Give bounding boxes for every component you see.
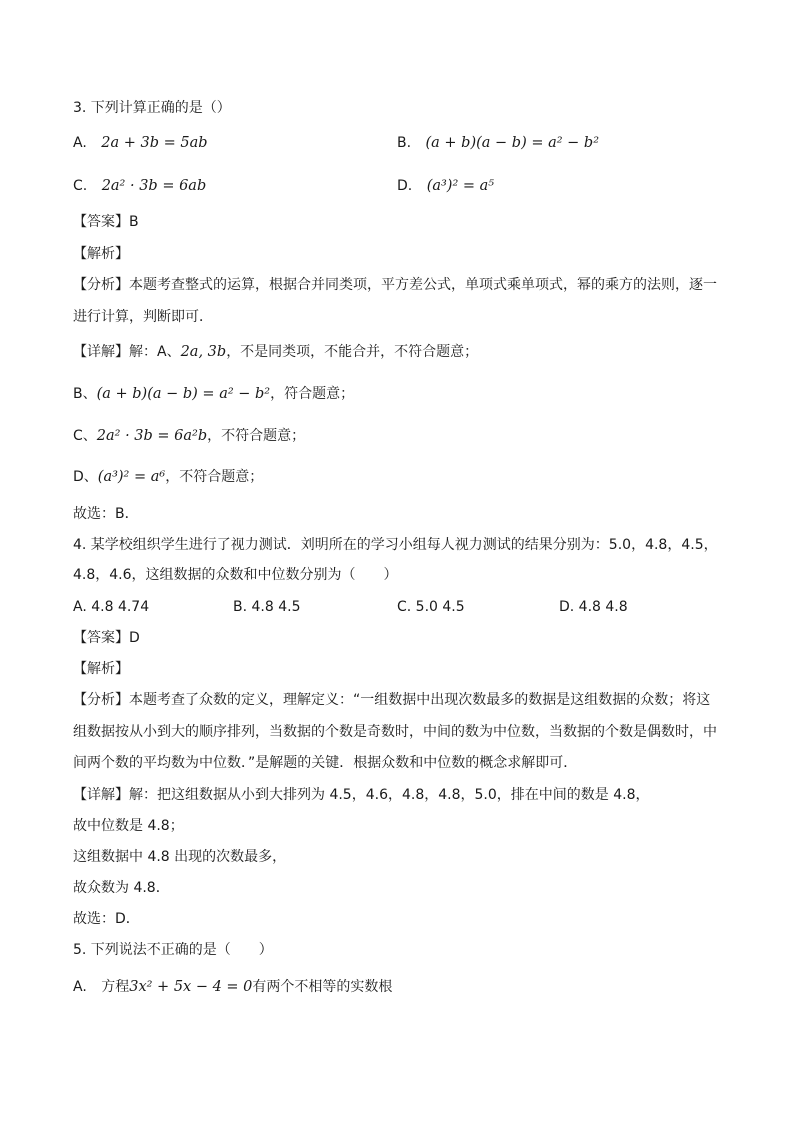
q4-answer: 【答案】D — [73, 630, 140, 646]
option-label: A. — [73, 979, 87, 995]
math-expression: (a + b)(a − b) = a² − b² — [96, 386, 271, 402]
option-label: A. — [73, 135, 87, 151]
q5-option-a — [73, 977, 392, 997]
q3-option-c — [73, 176, 206, 196]
q3-stem: 3. 下列计算正确的是（） — [73, 100, 231, 116]
q4-detail-line3: 这组数据中 4.8 出现的次数最多， — [73, 849, 287, 865]
q3-detail-b — [73, 384, 354, 404]
q3-option-b — [397, 133, 599, 153]
option-label: B. — [397, 135, 412, 151]
q3-detail-d — [73, 467, 263, 487]
q4-option-c: C. 5.0 4.5 — [397, 599, 465, 615]
detail-text: ，不符合题意； — [207, 428, 306, 444]
q4-choice: 故选：D． — [73, 911, 140, 927]
q4-stem-line2: 4.8，4.6，这组数据的众数和中位数分别为（ ） — [73, 567, 398, 583]
detail-text: ，不符合题意； — [165, 469, 264, 485]
math-expression: (a³)² = a⁶ — [97, 469, 166, 485]
math-expression: 3x² + 5x − 4 = 0 — [129, 979, 253, 995]
math-expression: 2a² · 3b = 6a²b — [96, 428, 208, 444]
q4-detail-line1: 【详解】解：把这组数据从小到大排列为 4.5，4.6，4.8，4.8，5.0，排在中间的数是 4.8， — [73, 787, 650, 803]
q3-fenxi-line2: 进行计算，判断即可． — [73, 309, 213, 325]
detail-prefix: D、 — [73, 469, 98, 485]
q4-fenxi-line3: 间两个数的平均数为中位数．”是解题的关键．根据众数和中位数的概念求解即可． — [73, 755, 578, 771]
q4-detail-line4: 故众数为 4.8． — [73, 880, 170, 896]
q3-detail-c — [73, 426, 305, 446]
detail-text: ，不是同类项，不能合并，不符合题意； — [226, 344, 479, 360]
option-label: C. — [73, 178, 88, 194]
q4-fenxi-line1: 【分析】本题考查了众数的定义，理解定义：“一组数据中出现次数最多的数据是这组数据的众数；将这 — [73, 692, 711, 708]
q3-option-a — [73, 133, 208, 153]
q4-fenxi-line2: 组数据按从小到大的顺序排列，当数据的个数是奇数时，中间的数为中位数，当数据的个数是偶数时，中 — [73, 724, 717, 740]
q3-option-d — [397, 176, 494, 196]
q4-option-d: D. 4.8 4.8 — [559, 599, 628, 615]
detail-prefix: B、 — [73, 386, 97, 402]
q4-option-a: A. 4.8 4.74 — [73, 599, 150, 615]
math-expression: 2a + 3b = 5ab — [101, 135, 208, 151]
math-expression: 2a² · 3b = 6ab — [101, 178, 207, 194]
math-expression: (a³)² = a⁵ — [426, 178, 495, 194]
q3-detail-a — [73, 342, 478, 362]
q3-fenxi-line1: 【分析】本题考查整式的运算，根据合并同类项，平方差公式，单项式乘单项式，幂的乘方的法则，逐一 — [73, 277, 717, 293]
detail-text: ，符合题意； — [270, 386, 355, 402]
option-text-pre: 方程 — [101, 979, 130, 995]
q3-analysis-heading: 【解析】 — [73, 246, 129, 262]
detail-prefix: 【详解】解：A、 — [73, 344, 181, 360]
q4-option-b: B. 4.8 4.5 — [233, 599, 301, 615]
math-expression: 2a, 3b — [180, 344, 227, 360]
q4-stem-line1: 4. 某学校组织学生进行了视力测试．刘明所在的学习小组每人视力测试的结果分别为：5.0，4.8，4.5， — [73, 537, 718, 553]
q4-analysis-heading: 【解析】 — [73, 661, 129, 677]
q3-choice: 故选：B． — [73, 506, 139, 522]
option-text-post: 有两个不相等的实数根 — [252, 979, 393, 995]
q5-stem: 5. 下列说法不正确的是（ ） — [73, 942, 273, 958]
detail-prefix: C、 — [73, 428, 97, 444]
q4-detail-line2: 故中位数是 4.8； — [73, 818, 184, 834]
option-label: D. — [397, 178, 413, 194]
q3-answer: 【答案】B — [73, 214, 139, 230]
math-expression: (a + b)(a − b) = a² − b² — [425, 135, 600, 151]
